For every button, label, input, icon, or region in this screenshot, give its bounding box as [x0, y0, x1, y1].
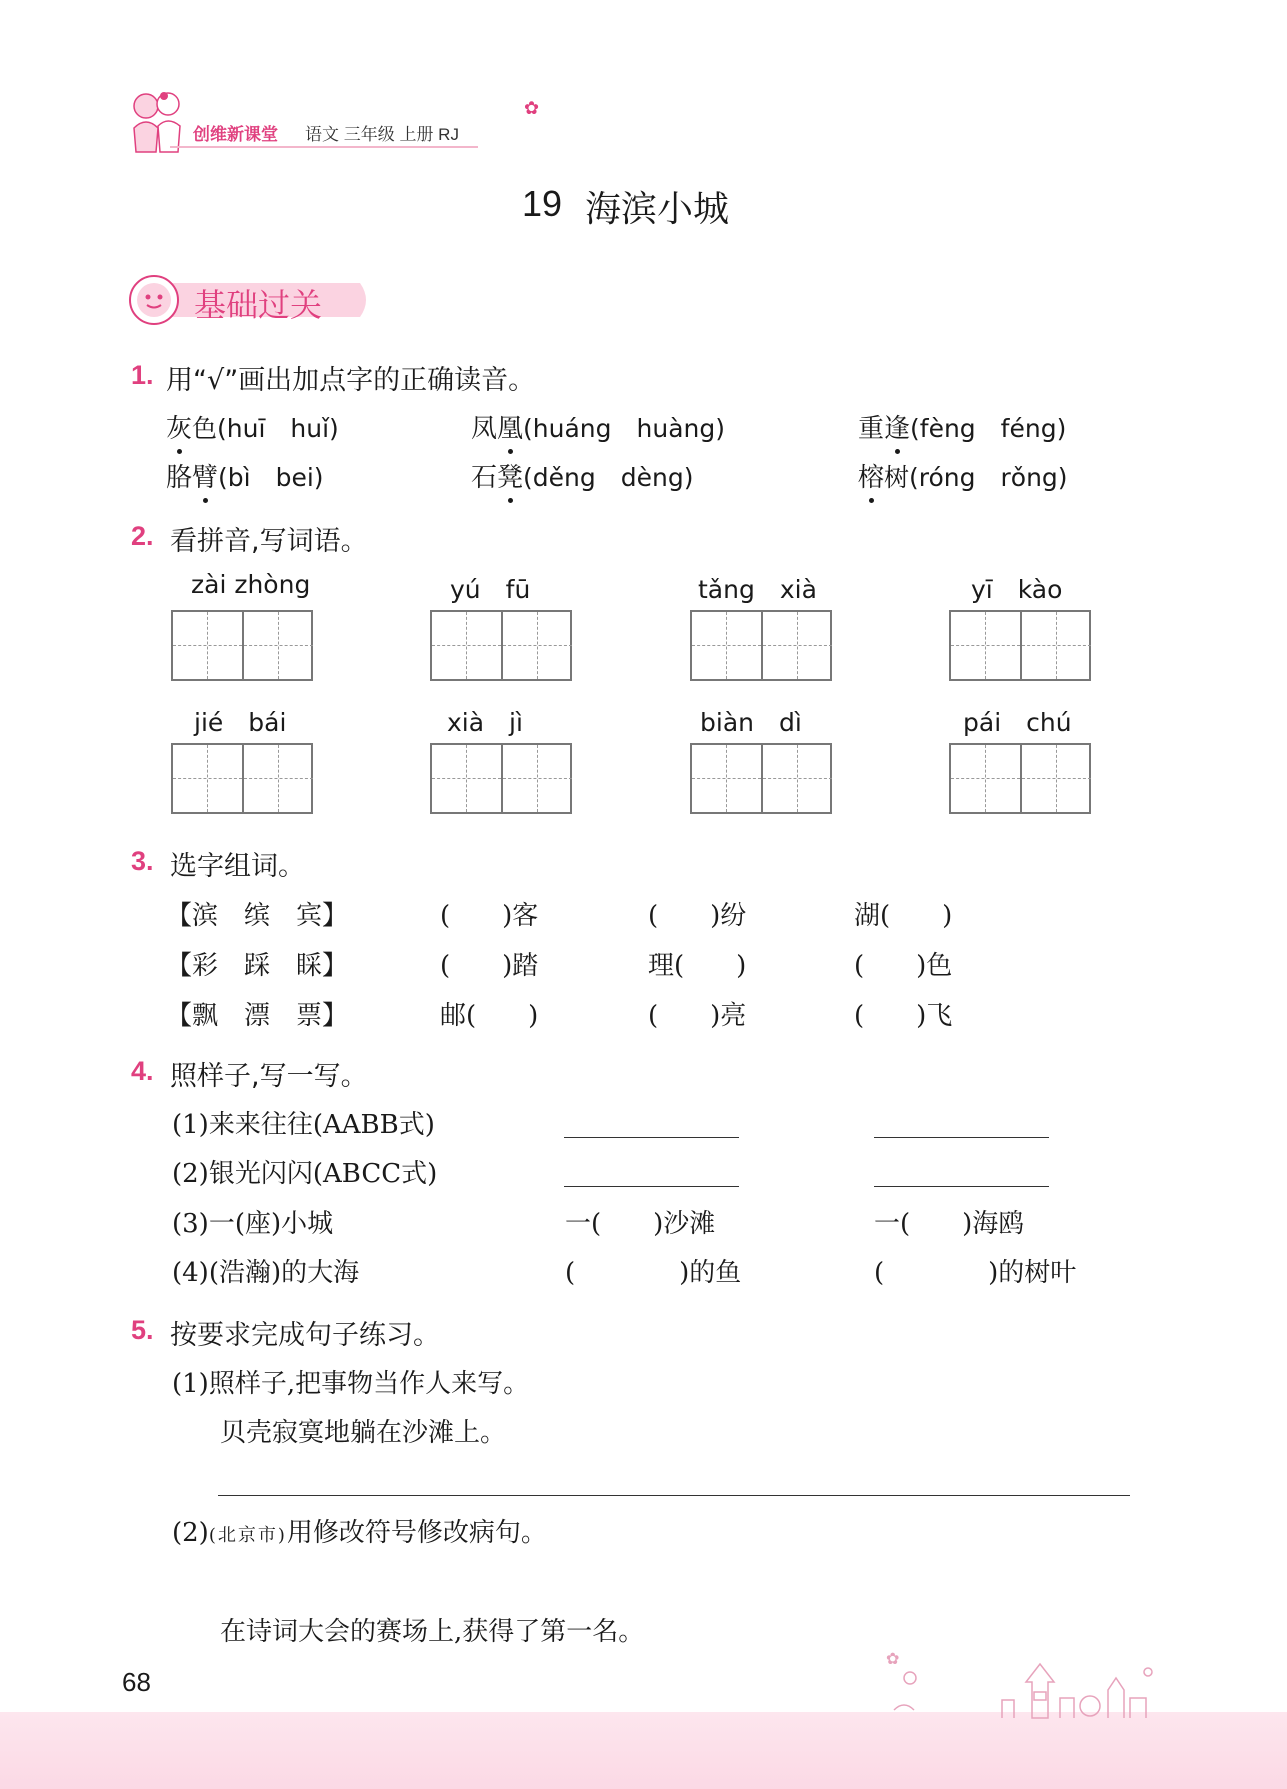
q1-item-2	[471, 408, 725, 445]
q1-dotted-char: 凰	[497, 414, 524, 444]
q2-writing-box[interactable]	[949, 610, 1091, 681]
q4-number: 4.	[131, 1056, 154, 1086]
q1-item-6	[858, 457, 1068, 494]
lesson-title: 海滨小城	[585, 189, 730, 230]
svg-text:✿: ✿	[886, 1649, 900, 1668]
q2-pinyin: tǎng xià	[698, 575, 817, 604]
q2-title: 看拼音,写词语。	[170, 526, 368, 557]
q1-item-post: (huáng huàng)	[523, 414, 725, 443]
q5-answer-line[interactable]	[218, 1495, 1130, 1496]
q3-blank[interactable]: ( )亮	[648, 1001, 747, 1031]
q4-blank[interactable]: 一( )沙滩	[565, 1209, 716, 1239]
flower-icon: ✿	[524, 98, 540, 119]
q1-dotted-char: 臂	[192, 463, 219, 493]
q1-item-pre: 重	[858, 414, 885, 444]
q2-writing-box[interactable]	[430, 743, 572, 814]
section-badge	[128, 273, 373, 327]
footer-band	[0, 1712, 1287, 1789]
q3-blank[interactable]: 湖( )	[854, 901, 953, 931]
q1-item-5	[471, 457, 693, 494]
q3-char-group: 【滨 缤 宾】	[166, 901, 349, 931]
q3-blank[interactable]: ( )飞	[854, 1001, 953, 1031]
q2-writing-box[interactable]	[430, 610, 572, 681]
q5-title: 按要求完成句子练习。	[170, 1320, 440, 1351]
q1-item-pre: 凤	[471, 414, 498, 444]
q2-number: 2.	[131, 521, 154, 551]
q2-writing-box[interactable]	[690, 743, 832, 814]
q4-blank[interactable]: ( )的鱼	[565, 1258, 742, 1288]
q3-char-group: 【彩 踩 睬】	[166, 951, 349, 981]
q1-number: 1.	[131, 360, 154, 390]
q2-pinyin: zài zhòng	[191, 570, 311, 599]
q1-dotted-char: 榕	[858, 463, 885, 493]
header-underline	[170, 146, 478, 148]
q2-writing-box[interactable]	[171, 743, 313, 814]
q4-example: (4)(浩瀚)的大海	[172, 1258, 360, 1288]
q5-part2-prefix: (2)	[172, 1518, 209, 1548]
header-subject: 语文 三年级 上册 RJ	[305, 125, 459, 144]
q3-blank[interactable]: ( )色	[854, 951, 953, 981]
q1-item-pre: 石	[471, 463, 498, 493]
q1-dotted-char: 凳	[497, 463, 524, 493]
q5-part2-text: 用修改符号修改病句。	[286, 1518, 547, 1548]
q3-number: 3.	[131, 846, 154, 876]
section-badge-label: 基础过关	[194, 286, 323, 324]
q4-blank[interactable]: 一( )海鸥	[874, 1209, 1025, 1239]
q5-part1-example: 贝壳寂寞地躺在沙滩上。	[220, 1418, 507, 1448]
q4-title: 照样子,写一写。	[170, 1061, 368, 1092]
q3-blank[interactable]: ( )踏	[440, 951, 539, 981]
q5-part2-sentence[interactable]: 在诗词大会的赛场上,获得了第一名。	[220, 1617, 645, 1647]
q1-item-pre: 胳	[166, 463, 193, 493]
header-brand: 创维新课堂	[193, 125, 278, 144]
q5-number: 5.	[131, 1315, 154, 1345]
q2-pinyin: biàn dì	[700, 708, 802, 737]
q1-item-post: 色(huī huǐ)	[192, 414, 339, 443]
q2-writing-box[interactable]	[171, 610, 313, 681]
q5-part2	[172, 1512, 547, 1549]
q5-part2-tag: (北京市)	[208, 1525, 287, 1546]
q4-blank[interactable]: ( )的树叶	[874, 1258, 1077, 1288]
q4-answer-line[interactable]	[564, 1137, 739, 1138]
q1-title: 用“√”画出加点字的正确读音。	[166, 365, 536, 396]
q3-blank[interactable]: 理( )	[648, 951, 747, 981]
page-number: 68	[122, 1667, 151, 1697]
q1-item-4	[166, 457, 324, 494]
q2-pinyin: pái chú	[963, 708, 1072, 737]
castle-decoration-icon	[880, 1648, 1170, 1720]
q1-dotted-char: 逢	[884, 414, 911, 444]
q4-answer-line[interactable]	[874, 1137, 1049, 1138]
q3-blank[interactable]: ( )客	[440, 901, 539, 931]
q1-item-post: 树(róng rǒng)	[884, 463, 1068, 492]
lesson-number: 19	[522, 183, 563, 224]
q4-example: (3)一(座)小城	[172, 1209, 334, 1239]
q3-title: 选字组词。	[170, 851, 305, 882]
q2-pinyin: xià jì	[447, 708, 523, 737]
q2-pinyin: yī kào	[971, 575, 1063, 604]
q2-pinyin: yú fū	[450, 575, 531, 604]
q1-item-post: (bì bei)	[218, 463, 324, 492]
q3-blank[interactable]: ( )纷	[648, 901, 747, 931]
q5-part1-label: (1)照样子,把事物当作人来写。	[172, 1369, 530, 1399]
q4-example: (1)来来往往(AABB式)	[172, 1110, 435, 1140]
q4-example: (2)银光闪闪(ABCC式)	[172, 1159, 438, 1189]
q1-item-post: (děng dèng)	[523, 463, 694, 492]
q1-dotted-char: 灰	[166, 414, 193, 444]
q2-writing-box[interactable]	[949, 743, 1091, 814]
q3-char-group: 【飘 漂 票】	[166, 1001, 349, 1031]
q2-writing-box[interactable]	[690, 610, 832, 681]
q1-item-3	[858, 408, 1066, 445]
q1-item-post: (fèng féng)	[910, 414, 1067, 443]
q4-answer-line[interactable]	[874, 1186, 1049, 1187]
q3-blank[interactable]: 邮( )	[440, 1001, 539, 1031]
q2-pinyin: jié bái	[194, 708, 287, 737]
q1-item-1	[166, 408, 339, 445]
q4-answer-line[interactable]	[564, 1186, 739, 1187]
